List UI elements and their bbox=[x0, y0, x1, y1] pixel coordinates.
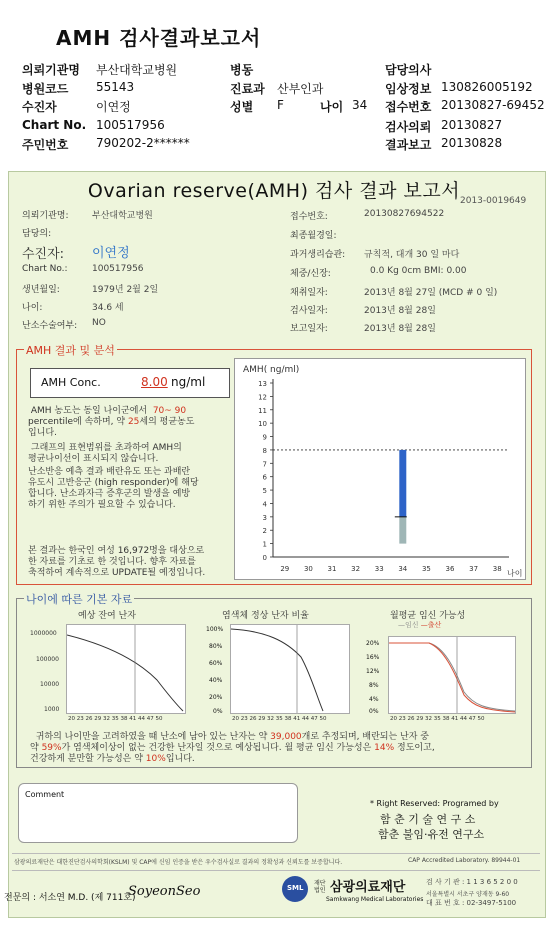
patient-name: 이연정 bbox=[92, 246, 130, 261]
hdr-value: F bbox=[277, 98, 284, 112]
field-label: Chart No.: bbox=[22, 264, 68, 274]
field-label: 과거생리습관: bbox=[290, 250, 346, 260]
x-tick-label: 33 bbox=[374, 565, 384, 573]
contact-code: 검 사 기 관 : 1 1 3 6 5 2 0 0 bbox=[426, 878, 518, 886]
org-prefix: 재단법인 bbox=[314, 880, 326, 894]
text: 난소반응 예측 결과 배란유도 또는 과배란 bbox=[28, 467, 191, 477]
field-label: 수진자: bbox=[22, 247, 65, 262]
y-tick: 60% bbox=[209, 660, 223, 667]
y-tick: 20% bbox=[366, 640, 380, 647]
y-tick: 0% bbox=[213, 708, 223, 715]
hdr-value: 산부인과 bbox=[277, 82, 324, 96]
comment-label: Comment bbox=[25, 790, 65, 799]
field-value: NO bbox=[92, 318, 106, 328]
normal-ratio-value: 59% bbox=[41, 743, 62, 753]
y-tick-label: 1 bbox=[262, 540, 267, 549]
field-value: 2013년 8월 28일 bbox=[364, 306, 436, 316]
chart-title: 예상 잔여 난자 bbox=[78, 611, 136, 621]
doctor-signature: SoyeonSeo bbox=[128, 884, 201, 899]
hdr-label: 의뢰기관명 bbox=[22, 63, 80, 77]
y-tick: 4% bbox=[369, 696, 379, 703]
contact-phone: 대 표 번 호 : 02-3497-5100 bbox=[426, 899, 517, 907]
text: percentile에 속하며, 약 bbox=[28, 417, 126, 427]
contact-address: 서울특별시 서초구 양재동 9-60 bbox=[426, 891, 510, 898]
x-ticks: 20 23 26 29 32 35 38 41 44 47 50 bbox=[68, 716, 163, 722]
y-tick-label: 6 bbox=[262, 473, 267, 482]
y-tick: 20% bbox=[209, 694, 223, 701]
field-value: 20130827694522 bbox=[364, 209, 445, 219]
average-age: 25 bbox=[127, 417, 140, 427]
y-tick: 1000 bbox=[44, 706, 60, 713]
amh-section-title: AMH 결과 및 분석 bbox=[26, 344, 115, 357]
chart-title: AMH( ng/ml) bbox=[243, 365, 300, 375]
hdr-value: 20130828 bbox=[441, 136, 503, 150]
cap-accredited: CAP Accredited Laboratory. 89944-01 bbox=[408, 857, 521, 864]
y-tick-label: 2 bbox=[262, 527, 267, 536]
field-label: 접수번호: bbox=[290, 212, 328, 222]
remaining-eggs-value: 39,000 bbox=[270, 732, 302, 742]
field-label: 채취일자: bbox=[290, 288, 328, 298]
hdr-label: 임상정보 bbox=[385, 82, 432, 96]
legend-item: 출산 bbox=[427, 621, 442, 629]
hdr-label: 성별 bbox=[230, 100, 254, 114]
text: 정도이고, bbox=[397, 743, 435, 753]
text: 본 결과는 한국인 여성 16,972명을 대상으로 bbox=[28, 546, 205, 556]
field-value: 1979년 2월 2일 bbox=[92, 285, 159, 295]
field-label: 난소수술여부: bbox=[22, 321, 78, 331]
amh-chart bbox=[234, 358, 526, 580]
hdr-value: 55143 bbox=[96, 80, 135, 94]
hdr-label: 병동 bbox=[230, 63, 254, 77]
text: 가 염색체이상이 없는 건강한 난자일 것으로 예상됩니다. 월 평균 임신 가능성은 bbox=[61, 743, 372, 753]
text: 평균나이선이 표시되지 않습니다. bbox=[28, 454, 159, 464]
amh-chart-svg bbox=[235, 359, 525, 579]
comment-box bbox=[18, 783, 298, 843]
hdr-label: 수진자 bbox=[22, 100, 57, 114]
text: 세의 평균농도 bbox=[139, 417, 195, 427]
field-label: 검사일자: bbox=[290, 306, 328, 316]
hdr-label: 주민번호 bbox=[22, 138, 69, 152]
amh-conc-value: 8.00 bbox=[141, 375, 168, 389]
divider bbox=[12, 853, 540, 854]
text: 건강하게 분만할 가능성은 약 bbox=[30, 754, 143, 764]
range-bar-high bbox=[399, 450, 406, 517]
field-value: 100517956 bbox=[92, 264, 144, 274]
text: 그래프의 표현범위를 초과하여 AMH의 bbox=[30, 443, 182, 453]
amh-interpretation-3 bbox=[28, 467, 228, 511]
field-value: 규칙적, 대개 30 일 마다 bbox=[364, 250, 460, 260]
y-tick: 0% bbox=[369, 708, 379, 715]
birth-chance-value: 10% bbox=[145, 754, 166, 764]
smf-logo-icon: SML bbox=[282, 876, 308, 902]
y-tick: 10000 bbox=[40, 681, 60, 688]
legend: —임신 —출산 bbox=[398, 621, 442, 629]
hdr-value: 100517956 bbox=[96, 118, 165, 132]
field-value: 2013년 8월 27일 (MCD # 0 일) bbox=[364, 288, 498, 298]
amh-data-note bbox=[28, 546, 233, 579]
y-tick-label: 11 bbox=[258, 406, 267, 415]
hdr-value: 부산대학교병원 bbox=[96, 63, 178, 77]
text: 귀하의 나이만을 고려하였을 때 난소에 남아 있는 난자는 약 bbox=[35, 732, 268, 742]
hdr-label: 담당의사 bbox=[385, 63, 432, 77]
hdr-label: 병원코드 bbox=[22, 82, 69, 96]
y-tick-label: 8 bbox=[262, 446, 267, 455]
x-tick-label: 36 bbox=[445, 565, 455, 573]
y-tick-label: 0 bbox=[262, 554, 267, 562]
field-label: 보고일자: bbox=[290, 324, 328, 334]
y-tick: 12% bbox=[366, 668, 380, 675]
org-name: 삼광의료재단 bbox=[330, 880, 406, 895]
y-tick-label: 13 bbox=[258, 380, 267, 388]
field-label: 의뢰기관명: bbox=[22, 211, 69, 221]
text: 유도시 고반응군 (high responder)에 해당 bbox=[28, 478, 199, 488]
hdr-value: 이연정 bbox=[96, 100, 131, 114]
x-tick-label: 30 bbox=[303, 565, 313, 573]
y-tick: 1000000 bbox=[30, 630, 57, 637]
report-title: Ovarian reserve(AMH) 검사 결과 보고서 bbox=[87, 180, 461, 202]
x-ticks: 20 23 26 29 32 35 38 41 44 47 50 bbox=[390, 716, 485, 722]
doctor-name: 전문의 : 서소연 M.D. (제 711호) bbox=[4, 893, 136, 903]
amh-conc-box bbox=[30, 368, 230, 398]
basic-section-title: 나이에 따른 기본 자료 bbox=[26, 593, 133, 606]
normal-egg-ratio-chart bbox=[196, 606, 356, 721]
y-tick-label: 4 bbox=[262, 500, 267, 509]
field-label: 나이: bbox=[22, 303, 43, 313]
field-label: 최종월경일: bbox=[290, 231, 337, 241]
y-tick: 100% bbox=[206, 626, 224, 633]
x-tick-label: 31 bbox=[327, 565, 337, 573]
y-tick: 80% bbox=[209, 643, 223, 650]
amh-interpretation-2 bbox=[28, 443, 228, 465]
text: AMH 농도는 동일 나이군에서 bbox=[30, 406, 148, 416]
range-bar-low bbox=[399, 517, 406, 544]
field-value: 0.0 Kg 0cm BMI: 0.00 bbox=[370, 266, 467, 276]
field-value: 부산대학교병원 bbox=[92, 211, 153, 221]
y-tick-label: 7 bbox=[262, 460, 267, 469]
text: 한 자료를 기초로 한 것입니다. 향후 자료를 bbox=[28, 557, 196, 567]
x-tick-label: 37 bbox=[469, 565, 479, 573]
y-tick: 100000 bbox=[36, 656, 59, 663]
amh-conc-label: AMH Conc. bbox=[41, 376, 101, 389]
certification-note: 삼광의료재단은 대한진단검사의학회(KSLM) 및 CAP에 신임 인증을 받은 우수검사실로 결과의 정확성과 신뢰도를 보증합니다. bbox=[14, 859, 343, 866]
legend-item: 임신 bbox=[405, 621, 419, 629]
report-number: 2013-0019649 bbox=[460, 196, 527, 206]
field-value: 34.6 세 bbox=[92, 303, 124, 313]
field-value: 2013년 8월 28일 bbox=[364, 324, 436, 334]
remaining-eggs-chart bbox=[30, 606, 190, 721]
hdr-label: 결과보고 bbox=[385, 138, 432, 152]
text: 약 bbox=[30, 743, 39, 753]
text: 입니다. bbox=[28, 428, 57, 438]
pregnancy-chance-chart bbox=[362, 606, 522, 721]
page-title: AMH 검사결과보고서 bbox=[56, 26, 262, 50]
field-label: 체중/신장: bbox=[290, 269, 331, 279]
x-tick-label: 29 bbox=[280, 565, 290, 573]
text: 축적하여 계속적으로 UPDATE될 예정입니다. bbox=[28, 568, 206, 578]
hdr-label: 나이 bbox=[320, 100, 344, 114]
hdr-label: 접수번호 bbox=[385, 100, 432, 114]
x-ticks: 20 23 26 29 32 35 38 41 44 47 50 bbox=[232, 716, 327, 722]
percentile-range: 70~ 90 bbox=[152, 406, 187, 416]
hdr-value: 20130827 bbox=[441, 118, 503, 132]
x-tick-label: 32 bbox=[351, 565, 361, 573]
curve bbox=[389, 637, 515, 713]
rights-line: * Right Reserved: Programed by bbox=[370, 799, 499, 808]
chart-title: 월평균 임신 가능성 bbox=[390, 611, 466, 621]
hdr-value: 130826005192 bbox=[441, 80, 533, 94]
curve bbox=[67, 625, 185, 713]
y-tick-label: 3 bbox=[262, 513, 267, 522]
divider bbox=[12, 870, 540, 871]
hdr-label: 진료과 bbox=[230, 82, 265, 96]
rights-lab1: 함 춘 기 술 연 구 소 bbox=[380, 813, 476, 826]
text: 개로 추정되며, 배란되는 난자 중 bbox=[301, 732, 429, 742]
hdr-value: 34 bbox=[352, 98, 368, 112]
x-tick-label: 35 bbox=[421, 565, 431, 573]
y-tick-label: 12 bbox=[258, 393, 267, 402]
rights-lab2: 함춘 불임·유전 연구소 bbox=[378, 828, 485, 841]
y-tick-label: 9 bbox=[262, 433, 267, 442]
amh-conc-unit: ng/ml bbox=[171, 375, 206, 389]
plot-area bbox=[230, 624, 350, 714]
y-tick: 40% bbox=[209, 677, 223, 684]
y-tick-label: 10 bbox=[258, 420, 267, 429]
x-tick-label: 38 bbox=[492, 565, 502, 573]
text: 입니다. bbox=[165, 754, 195, 764]
x-axis-label: 나이 bbox=[507, 569, 523, 578]
x-tick-label: 34 bbox=[398, 565, 408, 573]
plot-area bbox=[388, 636, 516, 714]
y-tick-label: 5 bbox=[262, 487, 267, 496]
hdr-value: 20130827-69452 bbox=[441, 98, 545, 112]
field-label: 생년월일: bbox=[22, 285, 60, 295]
field-label: 담당의: bbox=[22, 229, 52, 239]
chart-title: 염색체 정상 난자 비율 bbox=[222, 611, 309, 621]
y-tick: 8% bbox=[369, 682, 379, 689]
plot-area bbox=[66, 624, 186, 714]
y-tick: 16% bbox=[366, 654, 380, 661]
basic-summary bbox=[30, 732, 530, 765]
hdr-label: 검사의뢰 bbox=[385, 120, 432, 134]
text: 하기 위한 주의가 필요할 수 있습니다. bbox=[28, 500, 176, 510]
pregnancy-chance-value: 14% bbox=[374, 743, 395, 753]
hdr-label: Chart No. bbox=[22, 118, 87, 132]
org-name-en: Samkwang Medical Laboratories bbox=[326, 896, 424, 903]
curve bbox=[231, 625, 349, 713]
hdr-value: 790202-2****** bbox=[96, 136, 190, 150]
text: 합니다. 난소과자극 증후군의 발생을 예방 bbox=[28, 489, 191, 499]
amh-interpretation-1 bbox=[28, 406, 228, 439]
